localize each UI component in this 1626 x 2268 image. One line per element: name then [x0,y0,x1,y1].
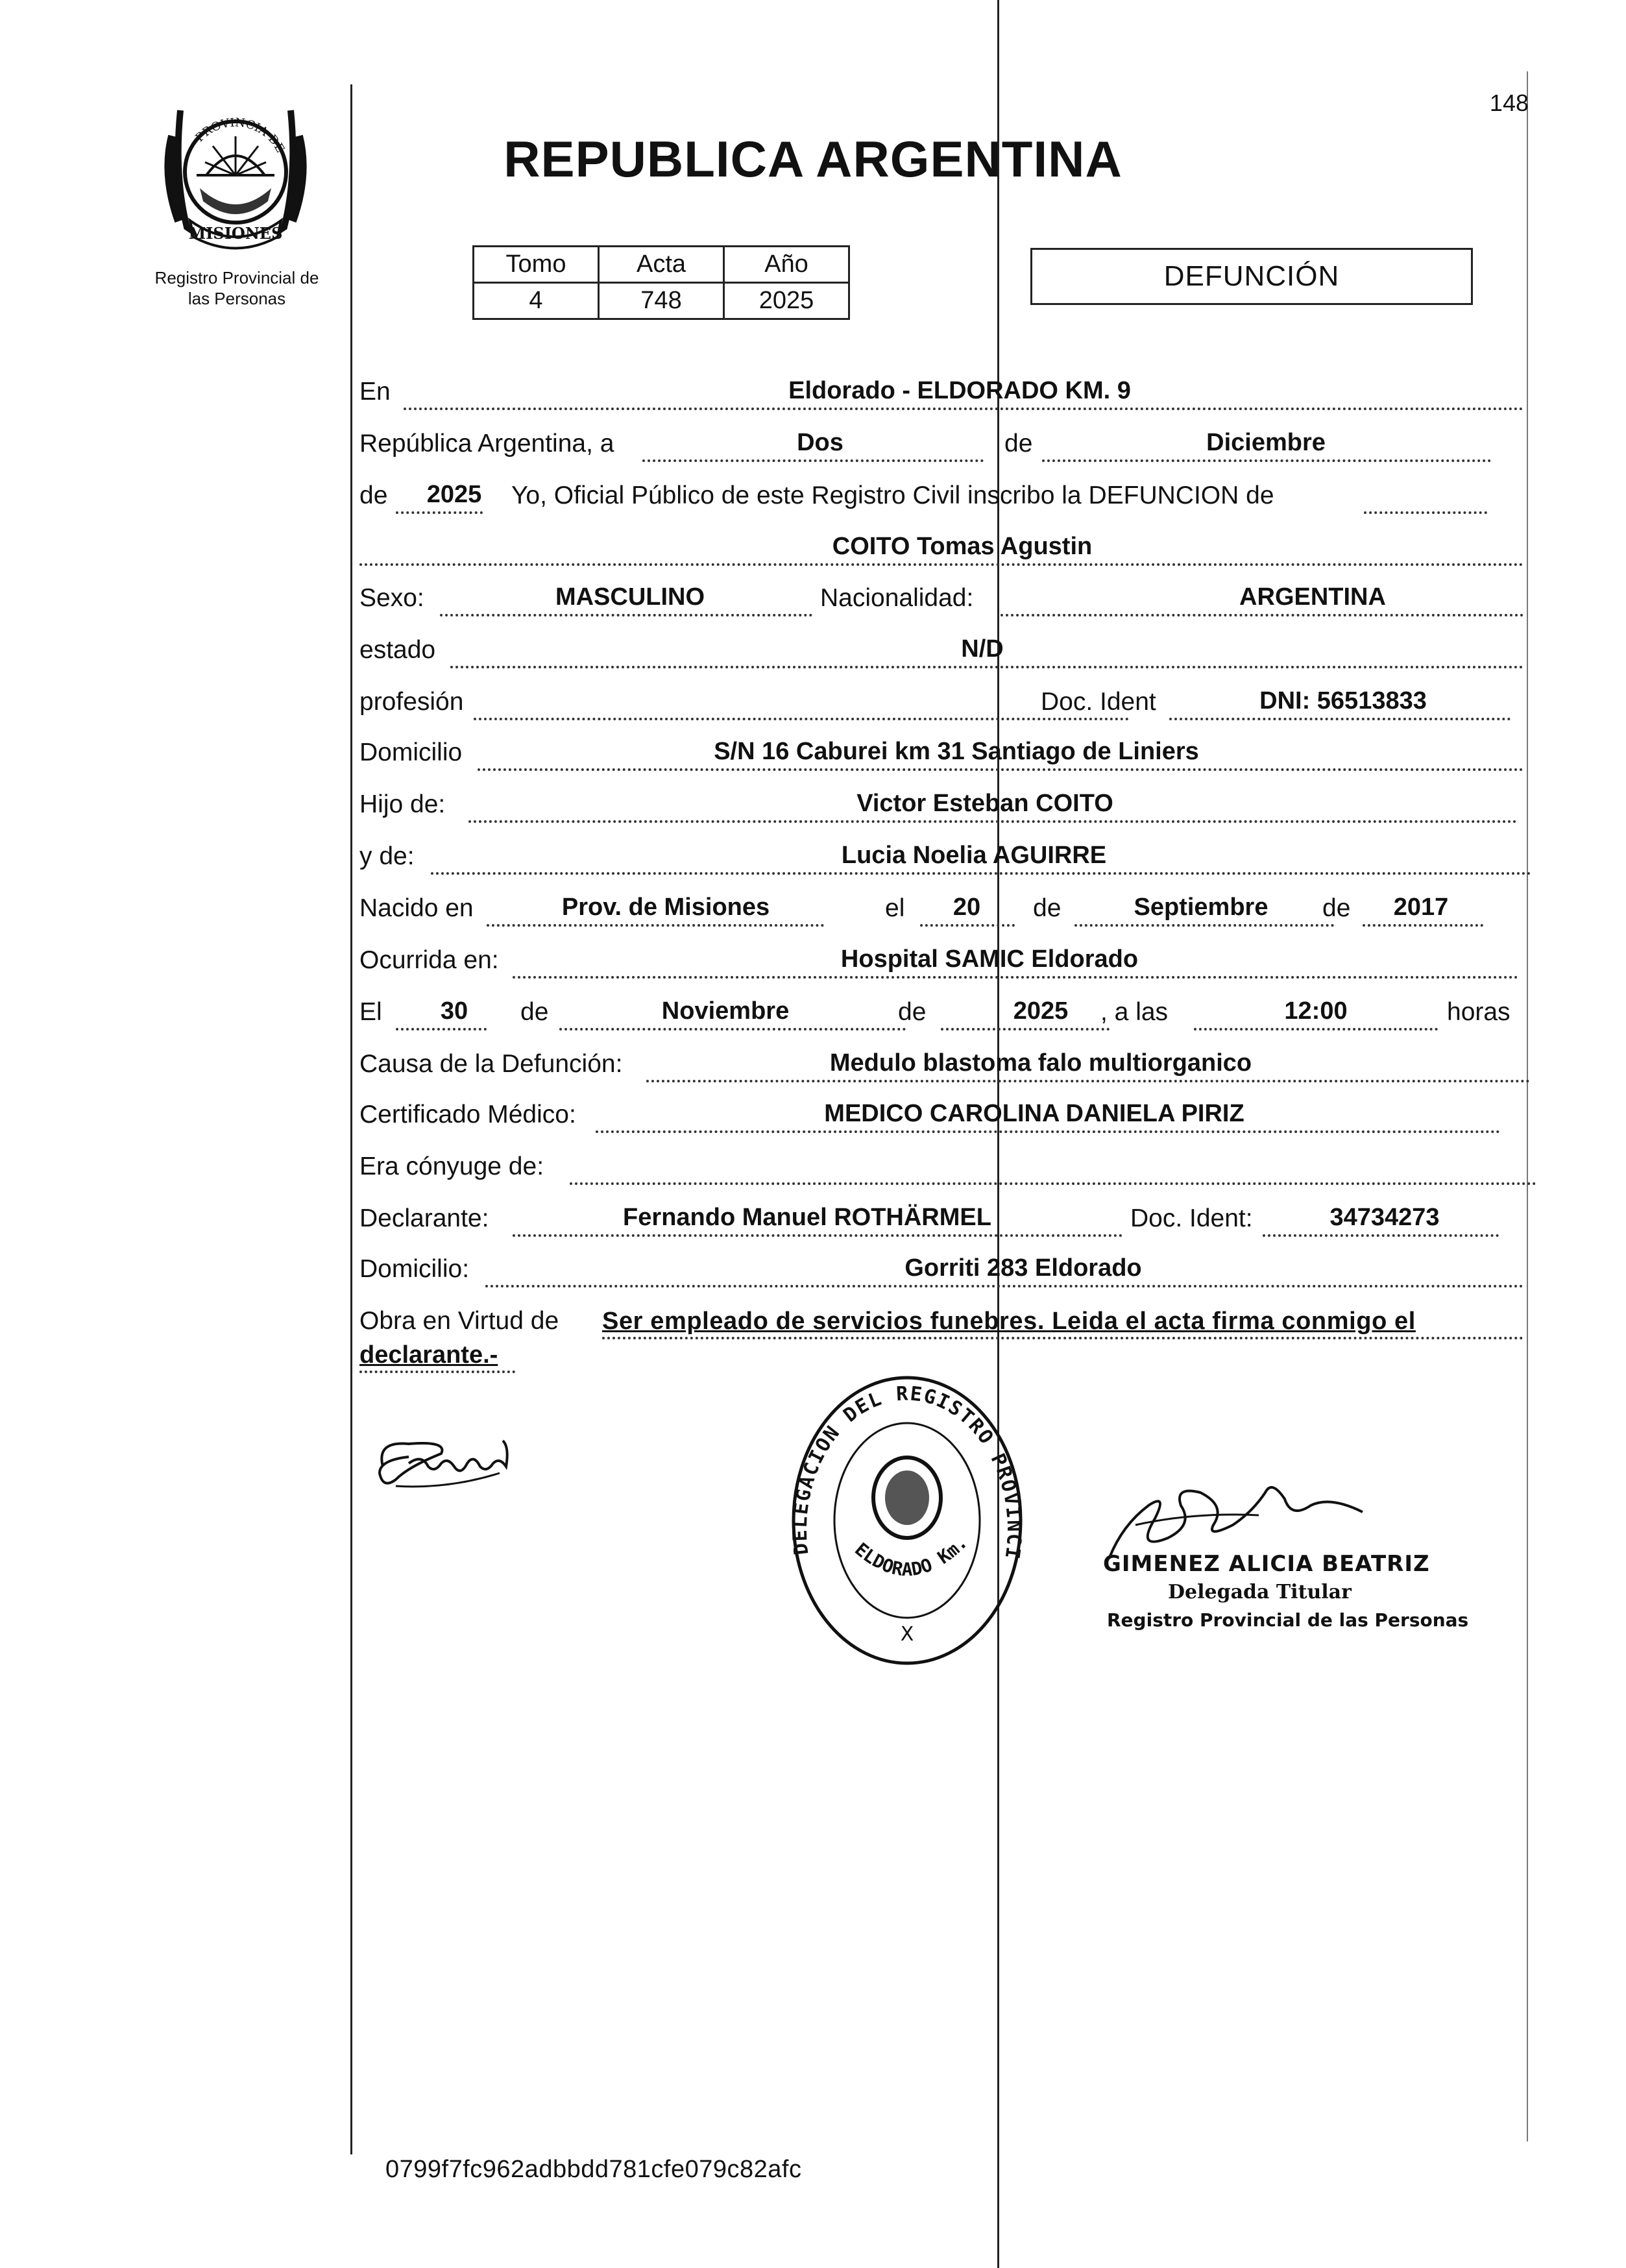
line-y-de [359,833,1523,877]
nacido-label: Nacido en [359,894,474,922]
nacido-year: 2017 [1393,894,1449,921]
certificado-value: MEDICO CAROLINA DANIELA PIRIZ [824,1100,1244,1127]
declarante-doc-value: 34734273 [1329,1204,1440,1231]
fecha-year: 2025 [1013,997,1069,1025]
year-value: 2025 [426,481,482,508]
domicilio-label: Domicilio [359,738,463,766]
document-hash: 0799f7fc962adbbdd781cfe079c82afc [385,2156,802,2183]
line-declarante [359,1195,1523,1239]
sexo-label: Sexo: [359,584,424,612]
act-table-value-ano: 2025 [724,283,849,319]
profesion-field [474,684,1129,720]
obra-value-line1: Ser empleado de servicios funebres. Leida el acta firma conmigo el [602,1308,1416,1335]
act-type-box: DEFUNCIÓN [1030,248,1473,305]
domicilio-decl-label: Domicilio: [359,1255,470,1283]
ocurrida-value: Hospital SAMIC Eldorado [840,945,1139,973]
fecha-time: 12:00 [1284,997,1348,1025]
fecha-alas-label: , a las [1100,998,1169,1026]
hijo-value: Victor Esteban COITO [856,790,1113,817]
act-table-value-row [474,283,849,319]
line-conyuge [359,1143,1523,1188]
svg-text:DELEGACION DEL REGISTRO PROVIN: DELEGACION DEL REGISTRO PROVINCI [788,1382,1026,1562]
registry-label [130,267,344,309]
line-republica [359,421,1523,465]
official-stamp [784,1368,1030,1673]
svg-text:X: X [900,1623,914,1646]
nacido-de2-label: de [1322,894,1351,922]
registry-label-line1: Registro Provincial de [154,268,319,287]
fecha-de1-label: de [520,998,549,1026]
line-deceased-name [359,524,1523,568]
official-name: GIMENEZ ALICIA BEATRIZ [1103,1551,1430,1577]
svg-text:ELDORADO Km. 9: ELDORADO Km. [851,1531,972,1581]
nacido-day: 20 [953,894,981,921]
declarante-value: Fernando Manuel ROTHÄRMEL [623,1204,991,1231]
fecha-month: Noviembre [661,997,790,1025]
profesion-label: profesión [359,688,464,716]
official-office: Registro Provincial de las Personas [1107,1609,1469,1631]
nacido-el-label: el [885,894,905,922]
conyuge-field [570,1149,1536,1185]
republica-label: República Argentina, a [359,430,614,457]
act-table-value-acta: 748 [599,283,724,319]
estado-label: estado [359,636,436,664]
line-profesion [359,679,1523,723]
line-en [359,369,1523,413]
declarant-signature [370,1428,526,1499]
svg-text:PROVINCIA DE: PROVINCIA DE [193,116,287,156]
y-de-label: y de: [359,842,415,870]
document-title: REPUBLICA ARGENTINA [504,130,1122,188]
line-certificado [359,1091,1523,1136]
line-fecha [359,989,1523,1033]
fecha-el-label: El [359,998,382,1026]
line-ocurrida [359,937,1523,981]
estado-value: N/D [961,635,1004,663]
causa-label: Causa de la Defunción: [359,1050,623,1078]
deceased-name: COITO Tomas Agustin [832,533,1093,560]
act-table-header-tomo: Tomo [474,247,599,283]
republica-month: Diciembre [1206,429,1326,456]
declarante-label: Declarante: [359,1204,489,1232]
line-estado [359,627,1523,671]
nacionalidad-label: Nacionalidad: [820,584,974,612]
ocurrida-label: Ocurrida en: [359,946,499,974]
right-margin-line [1527,71,1528,2141]
en-label: En [359,378,391,406]
causa-value: Medulo blastoma falo multiorganico [829,1049,1252,1077]
y-de-value: Lucia Noelia AGUIRRE [841,842,1107,869]
act-table-value-tomo: 4 [474,283,599,319]
year-de-label: de [359,482,388,509]
nacionalidad-value: ARGENTINA [1239,583,1386,611]
republica-de-label: de [1004,430,1033,457]
left-margin-line [350,84,352,2154]
act-table-header-ano: Año [724,247,849,283]
line-domicilio [359,729,1523,774]
obra-value-line2: declarante.- [359,1341,498,1369]
declarante-doc-label: Doc. Ident: [1130,1204,1253,1232]
line-nacido [359,885,1523,929]
domicilio-decl-value: Gorriti 283 Eldorado [904,1254,1142,1282]
obra-label: Obra en Virtud de [359,1307,559,1335]
republica-day: Dos [797,429,843,456]
declaration-trailing-field [1364,478,1487,514]
line-hijo [359,781,1523,825]
page-number: 148 [1489,90,1529,116]
nacido-month: Septiembre [1134,894,1268,921]
fecha-horas-label: horas [1447,998,1511,1026]
svg-text:MISIONES: MISIONES [188,224,283,243]
act-reference-table [472,245,850,320]
conyuge-label: Era cónyuge de: [359,1152,544,1180]
act-table-header-acta: Acta [599,247,724,283]
act-table-header-row [474,247,849,283]
certificado-label: Certificado Médico: [359,1101,576,1128]
en-value: Eldorado - ELDORADO KM. 9 [788,377,1131,404]
line-domicilio-declarante [359,1246,1523,1290]
declaration-text: Yo, Oficial Público de este Registro Civil inscribo la DEFUNCION de [511,482,1274,509]
doc-ident-value: DNI: 56513833 [1259,687,1427,714]
line-sexo [359,575,1523,619]
line-causa [359,1041,1523,1085]
line-obra-2 [359,1332,554,1376]
fecha-de2-label: de [898,998,927,1026]
nacido-place: Prov. de Misiones [561,894,770,921]
doc-ident-label: Doc. Ident [1041,688,1156,716]
nacido-de1-label: de [1033,894,1062,922]
hijo-label: Hijo de: [359,790,446,818]
domicilio-value: S/N 16 Caburei km 31 Santiago de Liniers [714,738,1199,765]
fecha-day: 30 [440,997,468,1025]
sexo-value: MASCULINO [555,583,705,611]
official-role: Delegada Titular [1168,1581,1352,1603]
official-signature-scribble [1097,1467,1369,1564]
registry-label-line2: las Personas [188,289,286,308]
line-year-declaration [359,472,1523,517]
